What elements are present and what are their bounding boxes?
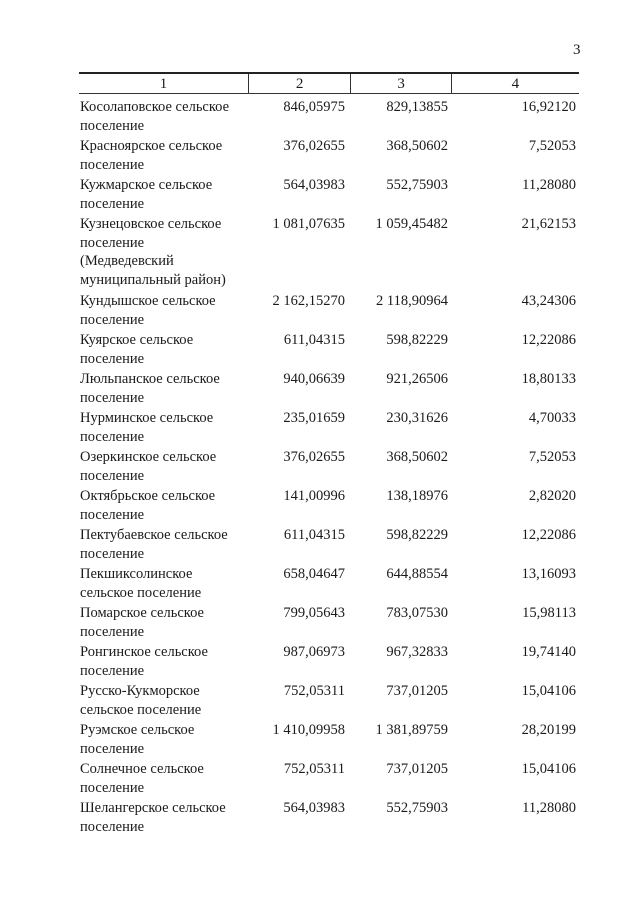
table-row: [0, 292, 576, 329]
table-row: [0, 526, 576, 563]
settlement-name: [80, 448, 258, 485]
value-col-2: 2 162,15270: [272, 293, 345, 309]
value-col-4: 11,28080: [522, 800, 576, 816]
value-col-2: 1 081,07635: [272, 216, 345, 232]
settlement-name-line: поселение: [80, 389, 145, 406]
settlement-name: [80, 721, 258, 758]
value-col-2: 940,06639: [283, 371, 345, 387]
table-row: [0, 604, 576, 641]
header-col-1: 1: [79, 74, 249, 93]
value-col-4: 21,62153: [521, 216, 576, 232]
settlement-name-line: (Медведевский: [80, 253, 174, 269]
settlement-name-line: поселение: [80, 467, 145, 484]
table-row: [0, 682, 576, 719]
table-row: [0, 409, 576, 446]
settlement-name-line: поселение: [80, 779, 145, 796]
value-col-3: 2 118,90964: [376, 293, 448, 309]
value-col-3: 552,75903: [386, 177, 448, 193]
settlement-name: [80, 526, 258, 563]
value-col-2: 846,05975: [283, 99, 345, 115]
value-col-3: 737,01205: [386, 683, 448, 699]
settlement-name-line: Кужмарское сельское: [80, 177, 213, 193]
settlement-name-line: поселение: [80, 428, 145, 445]
settlement-name: [80, 565, 258, 602]
settlement-name-line: поселение: [80, 117, 145, 134]
settlement-name-line: Кундышское сельское: [80, 293, 216, 309]
value-col-2: 799,05643: [283, 605, 345, 621]
settlement-name: [80, 487, 258, 524]
settlement-name-line: поселение: [80, 662, 145, 679]
settlement-name: [80, 604, 258, 641]
value-col-3: 598,82229: [386, 332, 448, 348]
header-col-2: 2: [249, 74, 351, 93]
value-col-4: 11,28080: [522, 177, 576, 193]
value-col-3: 967,32833: [386, 644, 448, 660]
header-col-4: 4: [511, 76, 520, 92]
value-col-4: 4,70033: [528, 410, 576, 426]
value-col-3: 1 059,45482: [375, 216, 448, 232]
value-col-4: 43,24306: [521, 293, 576, 309]
settlement-name-line: Косолаповское сельское: [80, 99, 230, 115]
settlement-name-line: Пектубаевское сельское: [80, 527, 228, 543]
settlement-name-line: поселение: [80, 156, 145, 173]
value-col-2: 376,02655: [283, 449, 345, 465]
value-col-2: 658,04647: [283, 566, 345, 582]
settlement-name: [80, 370, 258, 407]
value-col-3: 368,50602: [386, 449, 448, 465]
settlement-name-line: Солнечное сельское: [80, 761, 204, 777]
settlement-name-line: Озеркинское сельское: [80, 449, 217, 465]
settlement-name-line: сельское поселение: [80, 584, 202, 601]
value-col-2: 752,05311: [283, 683, 345, 699]
page-number: 3: [573, 42, 581, 58]
settlement-name-line: Русско-Кукморское: [80, 683, 200, 699]
settlement-name-line: Люльпанское сельское: [80, 371, 220, 387]
table-row: [0, 176, 576, 213]
value-col-4: 7,52053: [528, 449, 576, 465]
value-col-4: 2,82020: [528, 488, 576, 504]
settlement-name-line: поселение: [80, 506, 145, 523]
table-row: [0, 448, 576, 485]
value-col-3: 368,50602: [386, 138, 448, 154]
settlement-name-line: сельское поселение: [80, 701, 202, 718]
table-row: [0, 98, 576, 135]
value-col-4: 12,22086: [521, 332, 576, 348]
settlement-name-line: Октябрьское сельское: [80, 488, 216, 504]
settlement-name-line: поселение: [80, 350, 145, 367]
settlement-name-line: поселение: [80, 545, 145, 562]
value-col-3: 1 381,89759: [375, 722, 448, 738]
value-col-4: 15,04106: [521, 761, 576, 777]
settlement-name: [80, 137, 258, 174]
value-col-4: 13,16093: [521, 566, 576, 582]
table-row: [0, 721, 576, 758]
table-row: [0, 643, 576, 680]
value-col-4: 12,22086: [521, 527, 576, 543]
value-col-3: 138,18976: [386, 488, 448, 504]
value-col-3: 552,75903: [386, 800, 448, 816]
value-col-2: 564,03983: [283, 177, 345, 193]
settlement-name: [80, 331, 258, 368]
settlement-name-line: муниципальный район): [80, 271, 226, 288]
value-col-3: 598,82229: [386, 527, 448, 543]
value-col-3: 783,07530: [386, 605, 448, 621]
settlement-name: [80, 215, 258, 289]
table-row: [0, 331, 576, 368]
value-col-3: 921,26506: [386, 371, 448, 387]
table-row: [0, 215, 576, 289]
settlement-name-line: поселение: [80, 311, 145, 328]
table-row: [0, 760, 576, 797]
settlement-name-line: поселение: [80, 818, 145, 835]
value-col-4: 19,74140: [521, 644, 576, 660]
settlement-name: [80, 682, 258, 719]
settlement-name-line: поселение: [80, 740, 145, 757]
value-col-4: 7,52053: [528, 138, 576, 154]
settlement-name: [80, 799, 258, 836]
value-col-3: 829,13855: [386, 99, 448, 115]
value-col-3: 644,88554: [386, 566, 448, 582]
value-col-2: 752,05311: [283, 761, 345, 777]
value-col-2: 564,03983: [283, 800, 345, 816]
value-col-4: 15,98113: [522, 605, 576, 621]
settlement-name-line: поселение: [80, 623, 145, 640]
settlement-name-line: поселение: [80, 234, 145, 251]
settlement-name-line: Кузнецовское сельское: [80, 216, 222, 232]
settlement-name-line: Помарское сельское: [80, 605, 204, 621]
settlement-name-line: Нурминское сельское: [80, 410, 214, 426]
settlement-name: [80, 643, 258, 680]
value-col-3: 230,31626: [386, 410, 448, 426]
table-row: [0, 487, 576, 524]
settlement-name-line: Красноярское сельское: [80, 138, 223, 154]
settlement-name: [80, 292, 258, 329]
value-col-2: 987,06973: [283, 644, 345, 660]
value-col-2: 235,01659: [283, 410, 345, 426]
settlement-name-line: Руэмское сельское: [80, 722, 195, 738]
value-col-4: 15,04106: [521, 683, 576, 699]
value-col-4: 18,80133: [521, 371, 576, 387]
header-col-3: 3: [351, 74, 451, 93]
table-row: [0, 799, 576, 836]
settlement-name: [80, 409, 258, 446]
settlement-name-line: Куярское сельское: [80, 332, 194, 348]
value-col-4: 16,92120: [521, 99, 576, 115]
settlement-name: [80, 760, 258, 797]
settlement-name-line: Ронгинское сельское: [80, 644, 208, 660]
settlement-name: [80, 98, 258, 135]
value-col-2: 611,04315: [283, 332, 345, 348]
settlement-name-line: Пекшиксолинское: [80, 566, 193, 582]
settlement-name-line: Шелангерское сельское: [80, 800, 226, 816]
value-col-2: 376,02655: [283, 138, 345, 154]
settlement-name: [80, 176, 258, 213]
value-col-2: 141,00996: [283, 488, 345, 504]
value-col-2: 1 410,09958: [272, 722, 345, 738]
settlement-name-line: поселение: [80, 195, 145, 212]
value-col-3: 737,01205: [386, 761, 448, 777]
value-col-2: 611,04315: [283, 527, 345, 543]
value-col-4: 28,20199: [521, 722, 576, 738]
table-header: [79, 72, 579, 94]
table-row: [0, 370, 576, 407]
table-row: [0, 565, 576, 602]
table-row: [0, 137, 576, 174]
